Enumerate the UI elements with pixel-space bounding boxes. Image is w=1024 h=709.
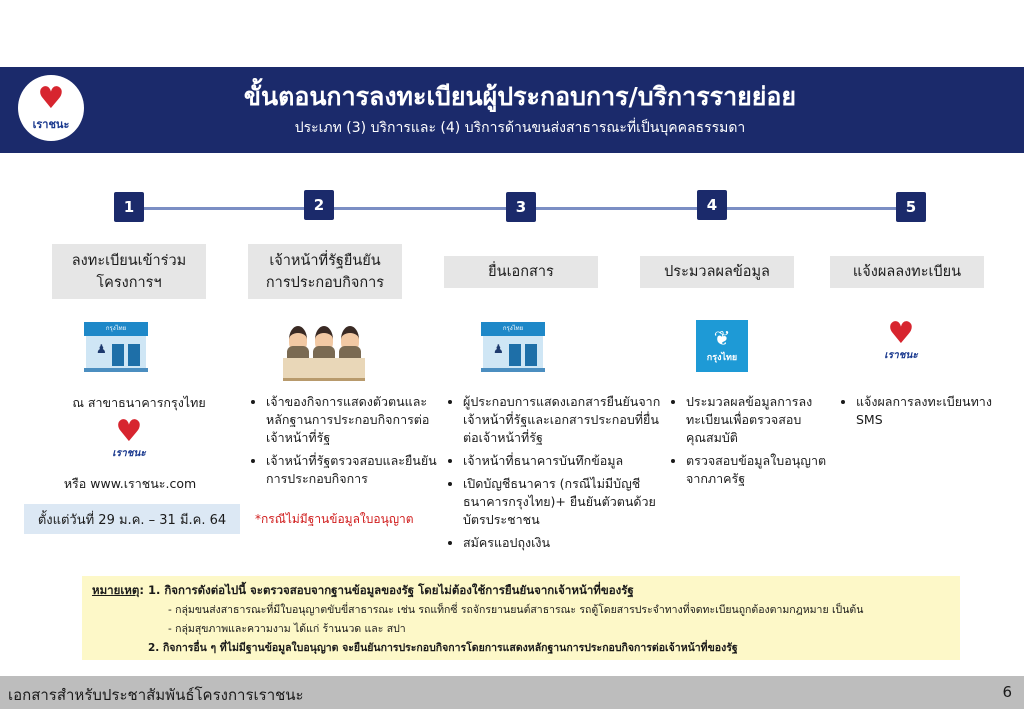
bank-branch-icon [481,322,545,372]
list-item: • เปิดบัญชีธนาคาร (กรณีไม่มีบัญชีธนาคารกรุงไทย)+ ยืนยันตัวตนด้วยบัตรประชาชน [463,475,673,529]
krungthai-label: กรุงไทย [706,353,738,363]
note-line-2: - กลุ่มขนส่งสาธารณะที่มีใบอนุญาตขับขี่สาธารณะ เช่น รถแท็กซี่ รถจักรยานยนต์สาธารณะ รถตู้โดยสารประจำทางที่จดทะเบียนถูกต้องตามกฎหมาย เป็นต้น [168,604,864,616]
step-number-5: 5 [896,192,926,222]
step-1-location: ณ สาขาธนาคารกรุงไทย [72,395,206,410]
step-1-label-line1: ลงทะเบียนเข้าร่วม [71,252,187,269]
heart-icon: ♥ [887,316,915,351]
step-3-label: ยื่นเอกสาร [488,264,554,280]
list-item: • เจ้าของกิจการแสดงตัวตนและหลักฐานการประกอบกิจการต่อเจ้าหน้าที่รัฐ [266,393,442,447]
page-subtitle: ประเภท (3) บริการและ (4) บริการด้านขนส่งสาธารณะที่เป็นบุคคลธรรมดา [294,120,746,136]
step-5-box [830,256,984,288]
step-1-website: หรือ www.เราชนะ.com [63,476,197,491]
note-line-1 [92,582,634,600]
step-3-bullets [447,393,673,557]
step-1-label-line2: โครงการฯ [96,274,162,291]
footer-text: เอกสารสำหรับประชาสัมพันธ์โครงการเราชนะ [8,686,304,704]
step-number-2: 2 [304,190,334,220]
heart-icon: ♥ [115,414,143,449]
person-icon: ♟ [493,342,504,356]
rao-chana-small-logo [104,414,154,461]
footer-bar [0,676,1024,709]
note-label: หมายเหตุ [92,583,140,597]
krungthai-logo [696,320,748,372]
note-line-4: 2. กิจการอื่น ๆ ที่ไม่มีฐานข้อมูลใบอนุญาต จะยืนยันการประกอบกิจการโดยการแสดงหลักฐานการประกอบกิจการต่อเจ้าหน้าที่ของรัฐ [148,642,738,654]
note-line-1-text: : 1. กิจการดังต่อไปนี้ จะตรวจสอบจากฐานข้อมูลของรัฐ โดยไม่ต้องใช้การยืนยันจากเจ้าหน้าที่ของรัฐ [139,583,634,597]
rao-chana-small-logo [876,316,926,363]
list-item: • สมัครแอปถุงเงิน [463,534,673,552]
step-number-3: 3 [506,192,536,222]
step-2-box [248,244,402,299]
page-number: 6 [1002,683,1012,701]
step-1-box [52,244,206,299]
note-box [82,576,960,660]
list-item: • เจ้าหน้าที่รัฐตรวจสอบและยืนยันการประกอบกิจการ [266,452,442,488]
step-2-label-line2: การประกอบกิจการ [265,274,385,291]
page-title: ขั้นตอนการลงทะเบียนผู้ประกอบการ/บริการรายย่อย [243,82,797,111]
step-number-1: 1 [114,192,144,222]
step-2-bullets [250,393,442,493]
license-note: *กรณีไม่มีฐานข้อมูลใบอนุญาต [255,512,414,526]
list-item: • เจ้าหน้าที่ธนาคารบันทึกข้อมูล [463,452,673,470]
small-logo-text: เราชนะ [884,350,918,361]
list-item: • ผู้ประกอบการแสดงเอกสารยืนยันจากเจ้าหน้าที่รัฐและเอกสารประกอบที่ยื่นต่อเจ้าหน้าที่รัฐ [463,393,673,447]
list-item: • แจ้งผลการลงทะเบียนทาง SMS [856,393,1006,429]
step-5-bullets [840,393,1006,434]
header-banner [0,67,1024,153]
step-4-label: ประมวลผลข้อมูล [664,264,770,280]
bank-sign: กรุงไทย [481,322,545,336]
step-number-4: 4 [697,190,727,220]
bank-branch-icon [84,322,148,372]
officers-illustration [281,322,367,382]
person-icon: ♟ [96,342,107,356]
logo-text: เราชนะ [32,117,70,131]
rao-chana-logo [18,75,84,141]
small-logo-text: เราชนะ [112,448,146,459]
note-line-3: - กลุ่มสุขภาพและความงาม ได้แก่ ร้านนวด และ สปา [168,623,406,635]
heart-icon: ♥ [37,80,65,116]
step-4-bullets [670,393,831,493]
list-item: • ประมวลผลข้อมูลการลงทะเบียนเพื่อตรวจสอบคุณสมบัติ [686,393,831,447]
registration-date-range: ตั้งแต่วันที่ 29 ม.ค. – 31 มี.ค. 64 [24,504,240,534]
krungthai-bird-icon: ❦ [713,326,731,350]
list-item: • ตรวจสอบข้อมูลใบอนุญาตจากภาครัฐ [686,452,831,488]
step-3-box [444,256,598,288]
bank-sign: กรุงไทย [84,322,148,336]
step-4-box [640,256,794,288]
step-5-label: แจ้งผลลงทะเบียน [852,264,962,280]
step-2-label-line1: เจ้าหน้าที่รัฐยืนยัน [269,252,381,269]
